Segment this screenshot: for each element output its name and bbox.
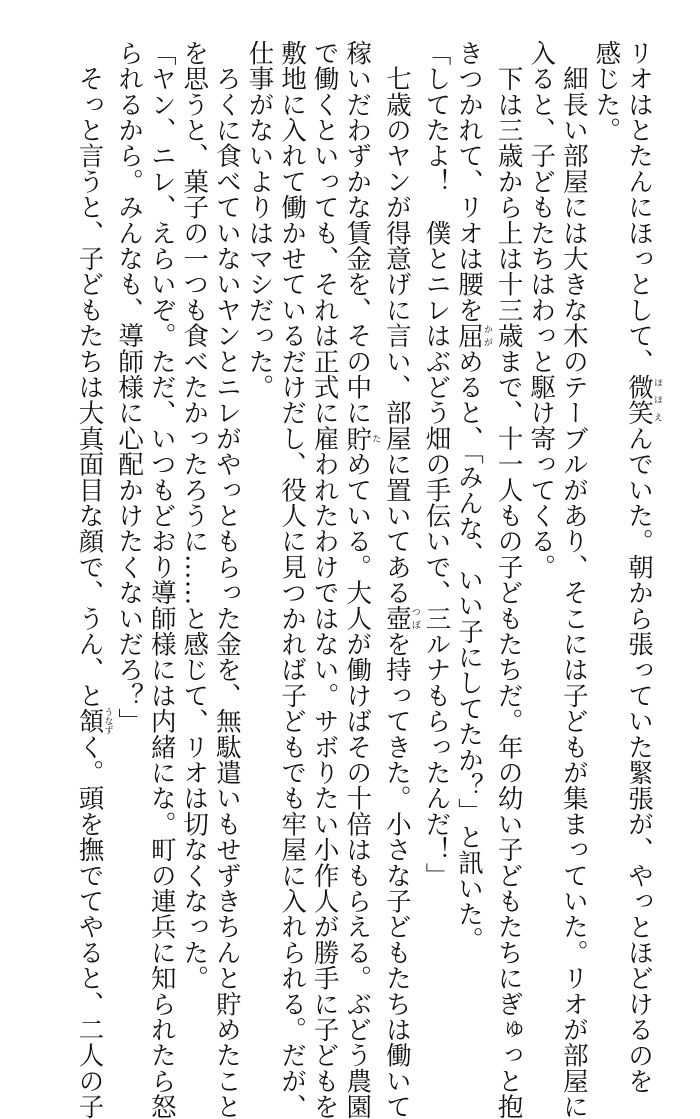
text-line: 七歳のヤンが得意げに言い、部屋に置いてある壺つぼを持ってきた。小さな子どもたちは働いて	[381, 40, 420, 1119]
ruby-annotation: 貯た	[342, 425, 381, 452]
ruby-annotation: 壺つぼ	[381, 605, 420, 632]
text-line: リオはとたんにほっとして、微笑ほほえんでいた。朝から張っていた緊張が、やっとほどけるのを	[624, 40, 662, 1094]
text-line: 「ヤン、ニレ、えらいぞ。ただ、いつもどおり導師様には内緒にな。町の連兵に知られたら怒	[146, 40, 177, 1119]
text-line: で働くといっても、それは正式に雇われたわけではない。サボりたい小作人が勝手に子どもを	[309, 40, 340, 1119]
furigana-reading: うなず	[102, 707, 113, 735]
ruby-annotation: 屈かが	[454, 322, 493, 349]
text-line: 下は三歳から上は十三歳まで、十一人もの子どもたちだ。年の幼い子どもたちにぎゅっと抱	[493, 40, 524, 1119]
text-line: 細長い部屋には大きな木のテーブルがあり、そこには子どもが集まっていた。リオが部屋に	[558, 40, 589, 1119]
text-line: 敷地に入れて働かせているだけだし、役人に見つかれば子どもでも牢屋に入れられる。だが、	[277, 40, 308, 1119]
ruby-annotation: 微笑ほほえ	[624, 374, 662, 426]
ruby-annotation: 頷うなず	[74, 707, 113, 735]
furigana-reading: つぼ	[409, 605, 420, 632]
text-line: られるから。みんなも、導師様に心配かけたくないだろ？」	[114, 40, 145, 734]
vertical-text-body	[32, 40, 662, 1119]
text-line: を思うと、菓子の一つも食べたかったろうに……と感じて、リオは切なくなった。	[179, 40, 210, 991]
text-line: 稼いだわずかな賃金を、その中に貯ためている。大人が働けばその十倍はもらえる。ぶどう農園	[342, 40, 381, 1119]
furigana-reading: かが	[482, 322, 493, 349]
text-line: 仕事がないよりはマシだった。	[244, 40, 275, 400]
text-line: 入ると、子どもたちはわっと駆け寄ってくる。	[526, 40, 557, 580]
furigana-reading: た	[370, 425, 381, 452]
text-line: そっと言うと、子どもたちは大真面目な顔で、うん、と頷うなずく。頭を撫でてやると、二人の子	[74, 40, 113, 1119]
text-line: きつかれて、リオは腰を屈かがめると、「みんな、いい子にしてたか？」と訊いた。	[454, 40, 493, 953]
text-line: ろくに食べていないヤンとニレがやっともらった金を、無駄遣いもせずきちんと貯めたこと	[211, 40, 242, 1119]
furigana-reading: ほほえ	[652, 374, 662, 426]
text-line: 感じた。	[591, 40, 622, 143]
text-line: 「してたよ！ 僕とニレはぶどう畑の手伝いで、三ルナもらったんだ！」	[421, 40, 452, 889]
